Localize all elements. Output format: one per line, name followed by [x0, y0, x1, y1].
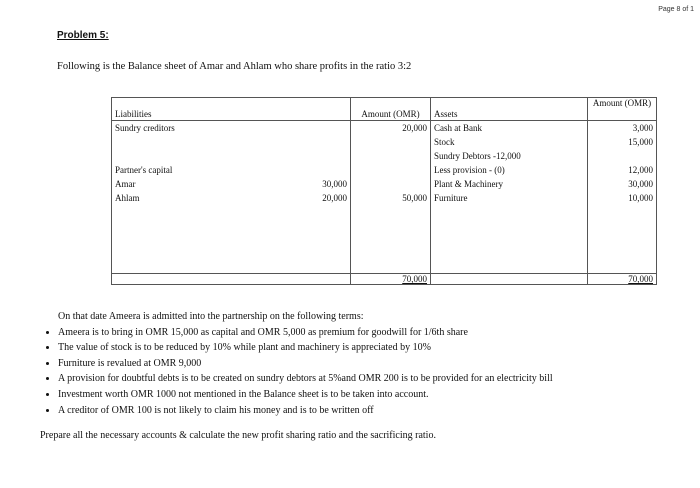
- ahlam-row: [115, 191, 347, 205]
- total-liabilities-cell: [351, 274, 431, 285]
- plant-machinery-label: Plant & Machinery: [434, 179, 503, 189]
- plant-machinery-amount: 30,000: [628, 179, 653, 189]
- partners-capital-label: Partner's capital: [115, 165, 173, 175]
- closing-instruction: Prepare all the necessary accounts & calculate the new profit sharing ratio and the sacrificing ratio.: [40, 430, 436, 441]
- cash-at-bank-amount: 3,000: [632, 123, 653, 133]
- liability-amounts-cell: [351, 121, 431, 274]
- liabilities-header: Liabilities: [112, 98, 351, 121]
- total-assets-cell: [588, 274, 657, 285]
- stock-amount: 15,000: [628, 137, 653, 147]
- total-label-cell: [112, 274, 351, 285]
- furniture-amount: 10,000: [628, 193, 653, 203]
- term-item: • Furniture is revalued at OMR 9,000: [58, 356, 553, 372]
- admission-terms: [40, 309, 553, 418]
- balance-sheet-header-row: [112, 98, 657, 121]
- debtors-net-amount: 12,000: [628, 165, 653, 175]
- furniture-label: Furniture: [434, 193, 468, 203]
- ahlam-label: Ahlam: [115, 193, 140, 203]
- assets-cell: [431, 121, 588, 274]
- stock-label: Stock: [434, 137, 455, 147]
- amar-row: [115, 177, 347, 191]
- cash-at-bank-label: Cash at Bank: [434, 123, 482, 133]
- amount-header: Amount (OMR): [351, 98, 431, 121]
- balance-sheet-total-row: [112, 274, 657, 285]
- sundry-debtors-label: Sundry Debtors -12,000: [434, 151, 521, 161]
- term-item: • The value of stock is to be reduced by 10% while plant and machinery is appreciated by 10%: [58, 340, 553, 356]
- total-liabilities: 70,000: [402, 274, 427, 284]
- assets-header: Assets: [431, 98, 588, 121]
- amar-amount: 30,000: [322, 179, 347, 189]
- less-provision-label: Less provision - (0): [434, 165, 505, 175]
- terms-list: [40, 325, 553, 419]
- asset-amounts-cell: [588, 121, 657, 274]
- sundry-creditors-amount: 20,000: [402, 123, 427, 133]
- asset-amount-header: Amount (OMR): [588, 98, 657, 121]
- total-assets-label-cell: [431, 274, 588, 285]
- term-item: • A provision for doubtful debts is to be created on sundry debtors at 5%and OMR 200 is to be provided for an electricity bill: [58, 371, 553, 387]
- amar-label: Amar: [115, 179, 136, 189]
- balance-sheet-table: [111, 97, 657, 285]
- term-item: • Investment worth OMR 1000 not mentioned in the Balance sheet is to be taken into account.: [58, 387, 553, 403]
- sundry-creditors-label: Sundry creditors: [115, 123, 175, 133]
- total-assets: 70,000: [628, 274, 653, 284]
- problem-heading: Problem 5:: [57, 30, 109, 41]
- term-item: • Ameera is to bring in OMR 15,000 as capital and OMR 5,000 as premium for goodwill for 1/6th share: [58, 325, 553, 341]
- ahlam-amount: 20,000: [322, 193, 347, 203]
- problem-intro: Following is the Balance sheet of Amar and Ahlam who share profits in the ratio 3:2: [57, 61, 412, 72]
- balance-sheet-body-row: [112, 121, 657, 274]
- page-number-label: Page 8 of 1: [658, 6, 694, 13]
- liabilities-cell: [112, 121, 351, 274]
- terms-intro: On that date Ameera is admitted into the partnership on the following terms:: [58, 311, 364, 322]
- term-item: • A creditor of OMR 100 is not likely to claim his money and is to be written off: [58, 403, 553, 419]
- capital-total-amount: 50,000: [402, 193, 427, 203]
